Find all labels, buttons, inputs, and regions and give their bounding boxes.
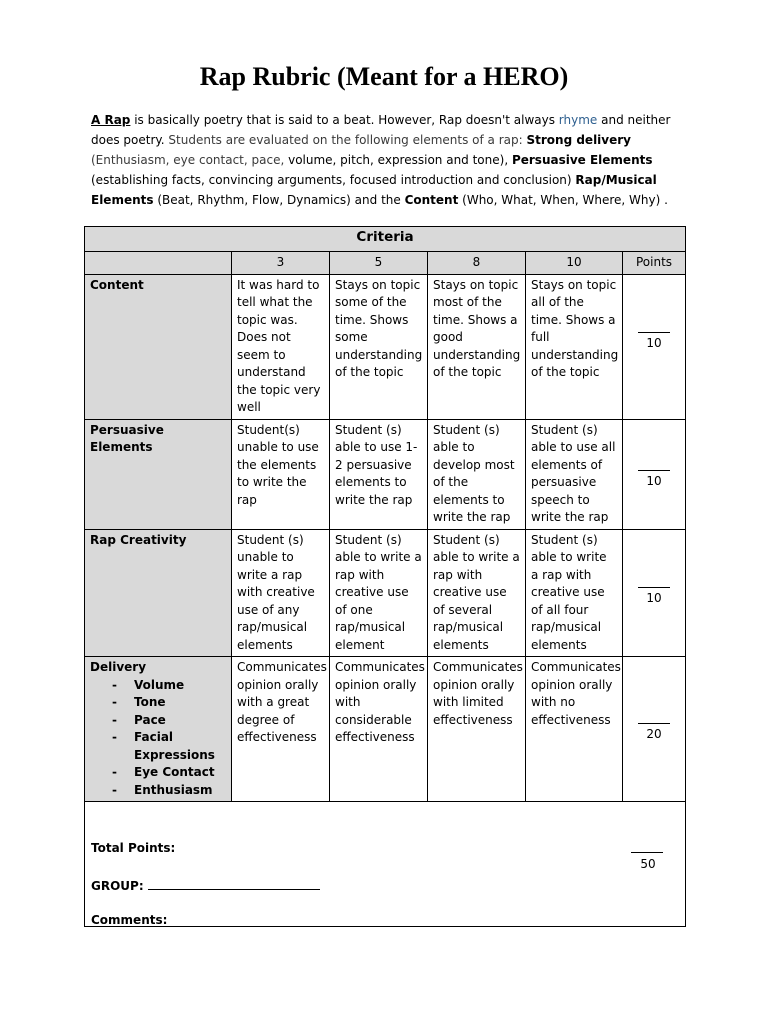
intro-rhyme: rhyme [558, 113, 598, 127]
cell-score-3: Student(s) unable to use the elements to write the rap [232, 419, 330, 529]
delivery-sub-item: - Enthusiasm [90, 782, 226, 800]
intro-sd-detail2: volume, pitch, expression and tone [288, 153, 500, 167]
group-field [91, 879, 320, 893]
points-header: Points [623, 252, 686, 275]
cell-score-3: Communicates opinion orally with a great degree of effectiveness [232, 657, 330, 802]
rubric-row-total [85, 802, 686, 927]
points-value: 10 [646, 335, 662, 350]
intro-rm-detail: (Beat, Rhythm, Flow, Dynamics) and the [153, 193, 405, 207]
row-label: Delivery [90, 660, 147, 674]
delivery-sub-item: - Tone [90, 694, 226, 712]
rubric-row-content [85, 274, 686, 419]
cell-score-10: Communicates opinion orally with no effectiveness [526, 657, 623, 802]
points-value: 10 [646, 473, 662, 488]
intro-rap-musical: Rap/Musical Elements [91, 173, 657, 207]
group-blank-line [148, 879, 320, 890]
intro-persuasive: Persuasive Elements [511, 153, 653, 167]
intro-s1: is basically poetry that is said to a beat. However, Rap doesn't always [130, 113, 559, 127]
row-label: Rap Creativity [85, 529, 232, 657]
rubric-row-creativity [85, 529, 686, 657]
group-label: GROUP: [91, 879, 144, 893]
cell-score-8: Student (s) able to develop most of the elements to write the rap [428, 419, 526, 529]
criteria-header: Criteria [85, 227, 686, 252]
cell-score-8: Student (s) able to write a rap with creative use of several rap/musical elements [428, 529, 526, 657]
delivery-sub-item: - Facial Expressions [90, 729, 226, 764]
delivery-sub-item: - Volume [90, 677, 226, 695]
intro-sep1: ), [499, 153, 512, 167]
points-value: 20 [646, 727, 662, 741]
cell-score-5: Student (s) able to write a rap with creative use of one rap/musical element [330, 529, 428, 657]
points-blank-line [638, 470, 670, 471]
comments-label: Comments: [91, 913, 168, 927]
rubric-table [84, 226, 686, 927]
cell-score-5: Communicates opinion orally with considerable effectiveness [330, 657, 428, 802]
intro-s2: and neither does poetry. [91, 113, 671, 147]
intro-a-rap: A Rap [91, 113, 131, 127]
page-title: Rap Rubric (Meant for a HERO) [199, 62, 569, 91]
delivery-sub-item: - Pace [90, 712, 226, 730]
row-label: Content [85, 274, 232, 419]
delivery-sub-item: - Eye Contact [90, 764, 226, 782]
blank-header-cell [85, 252, 232, 275]
cell-score-8: Stays on topic most of the time. Shows a good understanding of the topic [428, 274, 526, 419]
score-header-10: 10 [526, 252, 623, 275]
score-header-3: 3 [232, 252, 330, 275]
cell-score-8: Communicates opinion orally with limited effectiveness [428, 657, 526, 802]
delivery-sub-list [90, 677, 226, 800]
cell-score-10: Student (s) able to use all elements of persuasive speech to write the rap [526, 419, 623, 529]
total-cell [85, 802, 686, 927]
cell-score-3: It was hard to tell what the topic was. Does not seem to understand the topic very well [232, 274, 330, 419]
points-blank-line [638, 587, 670, 588]
total-blank-line [631, 852, 663, 853]
cell-score-5: Student (s) able to use 1-2 persuasive elements to write the rap [330, 419, 428, 529]
rubric-row-delivery [85, 657, 686, 802]
total-points-value: 50 [640, 857, 656, 871]
intro-c-detail: (Who, What, When, Where, Why) . [458, 193, 668, 207]
row-label: Persuasive Elements [85, 419, 232, 529]
points-cell [623, 274, 686, 419]
intro-pe-detail: (establishing facts, convincing arguments, focused introduction and conclusion) [91, 173, 576, 187]
intro-strong-delivery: Strong delivery [526, 133, 631, 147]
points-blank-line [638, 332, 670, 333]
score-header-8: 8 [428, 252, 526, 275]
intro-paragraph [91, 110, 681, 210]
points-cell [623, 419, 686, 529]
score-header-5: 5 [330, 252, 428, 275]
cell-score-10: Stays on topic all of the time. Shows a full understanding of the topic [526, 274, 623, 419]
row-label-delivery [85, 657, 232, 802]
total-points-label: Total Points: [91, 841, 176, 855]
points-value: 10 [646, 590, 662, 605]
intro-s3: Students are evaluated on the following elements of a rap: [164, 133, 527, 147]
points-cell [623, 529, 686, 657]
points-cell [623, 657, 686, 802]
rubric-row-persuasive [85, 419, 686, 529]
points-blank-line [638, 723, 670, 724]
cell-score-10: Student (s) able to write a rap with creative use of all four rap/musical elements [526, 529, 623, 657]
cell-score-5: Stays on topic some of the time. Shows some understanding of the topic [330, 274, 428, 419]
intro-content: Content [404, 193, 459, 207]
cell-score-3: Student (s) unable to write a rap with creative use of any rap/musical elements [232, 529, 330, 657]
intro-sd-detail: (Enthusiasm, eye contact, pace, [91, 153, 289, 167]
